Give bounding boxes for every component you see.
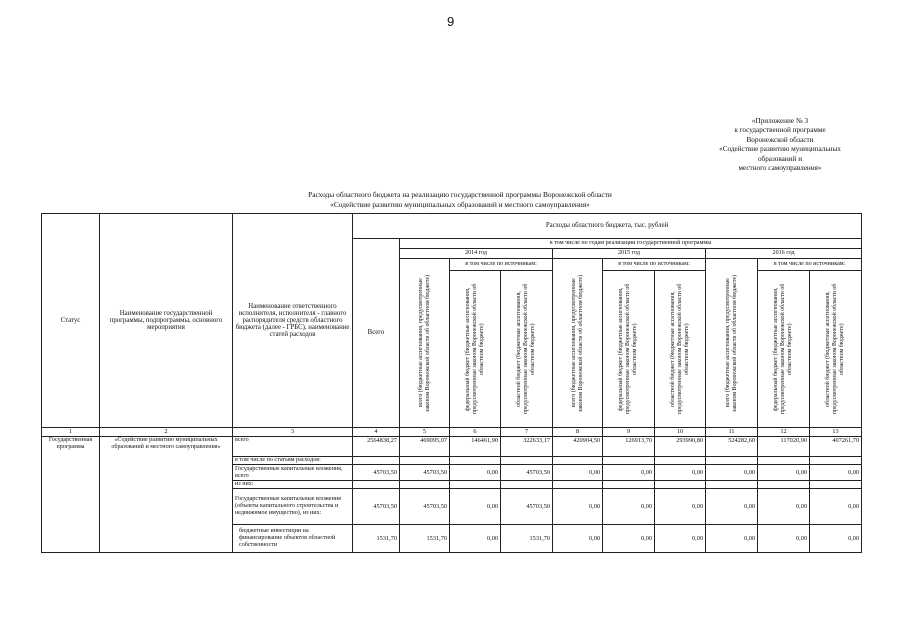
value-cell: 0,00 — [810, 489, 862, 525]
value-cell — [450, 481, 501, 489]
document-title — [250, 190, 670, 209]
value-cell: 126913,70 — [603, 437, 655, 457]
appendix-line: к государственной программе — [734, 126, 826, 135]
value-cell — [706, 457, 758, 465]
value-cell — [758, 457, 810, 465]
value-cell — [553, 457, 603, 465]
value-cell — [501, 457, 553, 465]
value-cell: 0,00 — [450, 525, 501, 553]
header-2016-sources: в том числе по источникам: — [758, 259, 862, 271]
header-2014-federal: федеральный бюджет (бюджетные ассигнования, предусмотренные законом Воронежской области об областном бюджете) — [464, 283, 485, 415]
row-label: в том числе по статьям расходов: — [233, 457, 353, 465]
value-cell: 469095,07 — [400, 437, 450, 457]
column-number: 7 — [501, 428, 553, 437]
page-number: 9 — [447, 14, 455, 29]
appendix-line: «Приложение № 3 — [751, 117, 809, 125]
value-cell: 146461,90 — [450, 437, 501, 457]
value-cell: 0,00 — [603, 489, 655, 525]
header-year-2015: 2015 год — [553, 249, 706, 259]
header-expenses: Расходы областного бюджета, тыс. рублей — [353, 214, 862, 239]
value-cell: 2564838,27 — [353, 437, 400, 457]
column-number: 6 — [450, 428, 501, 437]
column-number: 9 — [603, 428, 655, 437]
value-cell: 0,00 — [553, 525, 603, 553]
value-cell: 0,00 — [450, 489, 501, 525]
header-status: Статус — [42, 214, 100, 428]
title-line: «Содействие развитию муниципальных образований и местного самоуправления» — [330, 199, 590, 209]
column-number: 4 — [353, 428, 400, 437]
row-label: Государственные капитальные вложения, всего — [233, 465, 353, 481]
column-number: 1 — [42, 428, 100, 437]
value-cell — [810, 481, 862, 489]
value-cell: 45703,50 — [501, 465, 553, 481]
value-cell — [706, 481, 758, 489]
column-number: 2 — [100, 428, 233, 437]
value-cell — [655, 457, 706, 465]
value-cell: 0,00 — [655, 465, 706, 481]
row-label: из них: — [233, 481, 353, 489]
table-row — [42, 437, 862, 457]
value-cell: 0,00 — [758, 489, 810, 525]
value-cell: 45703,50 — [353, 465, 400, 481]
value-cell: 322633,17 — [501, 437, 553, 457]
header-2016-regional: областной бюджет (бюджетные ассигнования, предусмотренные законом Воронежской области об областном бюджете) — [825, 283, 846, 415]
header-by-year: в том числе по годам реализации государственной программы — [400, 239, 862, 249]
program-cell: «Содействие развитию муниципальных образований и местного самоуправления» — [100, 437, 233, 553]
appendix-note — [700, 117, 860, 173]
appendix-line: образований и — [757, 154, 803, 163]
appendix-line: Воронежской области — [746, 135, 814, 144]
value-cell: 0,00 — [450, 465, 501, 481]
value-cell: 0,00 — [603, 465, 655, 481]
value-cell: 407261,70 — [810, 437, 862, 457]
header-2016-total: всего (бюджетные ассигнования, предусмотренные законом Воронежской области об областном бюджете) — [724, 274, 738, 412]
header-year-2014: 2014 год — [400, 249, 553, 259]
value-cell: 0,00 — [810, 465, 862, 481]
value-cell: 0,00 — [758, 525, 810, 553]
value-cell — [400, 457, 450, 465]
value-cell: 0,00 — [603, 525, 655, 553]
header-2016-federal: федеральный бюджет (бюджетные ассигнования, предусмотренные законом Воронежской области об областном бюджете) — [773, 283, 793, 415]
value-cell: 0,00 — [758, 465, 810, 481]
value-cell: 1531,70 — [400, 525, 450, 553]
value-cell: 45703,50 — [501, 489, 553, 525]
expenses-table — [41, 213, 862, 553]
header-program: Наименование государственной программы, подпрограммы, основного мероприятия — [100, 214, 233, 428]
column-number: 8 — [553, 428, 603, 437]
value-cell: 293990,80 — [655, 437, 706, 457]
value-cell — [603, 481, 655, 489]
value-cell: 0,00 — [810, 525, 862, 553]
value-cell: 0,00 — [655, 489, 706, 525]
row-label: всего — [233, 437, 353, 457]
row-label: Государственные капитальные вложения (объекты капитального строительства и недвижимое имущество), из них: — [233, 489, 353, 525]
header-total: Всего — [353, 239, 400, 428]
value-cell: 45703,50 — [400, 489, 450, 525]
value-cell: 45703,50 — [400, 465, 450, 481]
value-cell: 0,00 — [655, 525, 706, 553]
header-2014-regional: областной бюджет (бюджетные ассигнования, предусмотренные законом Воронежской области об областном бюджете) — [516, 283, 536, 415]
value-cell: 0,00 — [706, 465, 758, 481]
value-cell: 420904,50 — [553, 437, 603, 457]
value-cell — [810, 457, 862, 465]
value-cell: 45703,50 — [353, 489, 400, 525]
value-cell: 1531,70 — [353, 525, 400, 553]
value-cell — [501, 481, 553, 489]
value-cell — [553, 481, 603, 489]
value-cell: 1531,70 — [501, 525, 553, 553]
header-2015-total: всего (бюджетные ассигнования, предусмотренные законом Воронежской области об областном бюджете) — [570, 274, 584, 412]
value-cell — [353, 481, 400, 489]
header-year-2016: 2016 год — [706, 249, 862, 259]
value-cell — [353, 457, 400, 465]
value-cell: 524282,60 — [706, 437, 758, 457]
header-2014-sources: в том числе по источникам: — [450, 259, 553, 271]
column-number: 12 — [758, 428, 810, 437]
value-cell: 117020,90 — [758, 437, 810, 457]
value-cell — [400, 481, 450, 489]
column-number: 10 — [655, 428, 706, 437]
row-label: бюджетные инвестиции на финансирование объектов областной собственности — [233, 525, 353, 553]
value-cell — [450, 457, 501, 465]
value-cell — [655, 481, 706, 489]
header-executor: Наименование ответственного исполнителя, исполнителя - главного распорядителя средств областного бюджета (далее - ГРБС), наименование статей расходов — [233, 214, 353, 428]
column-number: 11 — [706, 428, 758, 437]
column-number: 3 — [233, 428, 353, 437]
title-line: Расходы областного бюджета на реализацию государственной программы Воронежской области — [308, 190, 612, 199]
column-number-row — [42, 428, 862, 437]
status-cell: Государственная программа — [42, 437, 100, 553]
value-cell: 0,00 — [706, 489, 758, 525]
value-cell: 0,00 — [553, 489, 603, 525]
header-2015-federal: федеральный бюджет (бюджетные ассигнования, предусмотренные законом Воронежской области об областном бюджете) — [618, 283, 638, 415]
value-cell: 0,00 — [706, 525, 758, 553]
column-number: 13 — [810, 428, 862, 437]
header-2014-total: всего (бюджетные ассигнования, предусмотренные законом Воронежской области об областном бюджете) — [417, 274, 431, 412]
column-number: 5 — [400, 428, 450, 437]
appendix-line: местного самоуправления» — [738, 164, 822, 173]
header-2015-sources: в том числе по источникам: — [603, 259, 706, 271]
header-2015-regional: областной бюджет (бюджетные ассигнования, предусмотренные законом Воронежской области об областном бюджете) — [669, 283, 690, 415]
value-cell — [603, 457, 655, 465]
value-cell: 0,00 — [553, 465, 603, 481]
value-cell — [758, 481, 810, 489]
appendix-line: «Содействие развитию муниципальных — [719, 145, 841, 154]
